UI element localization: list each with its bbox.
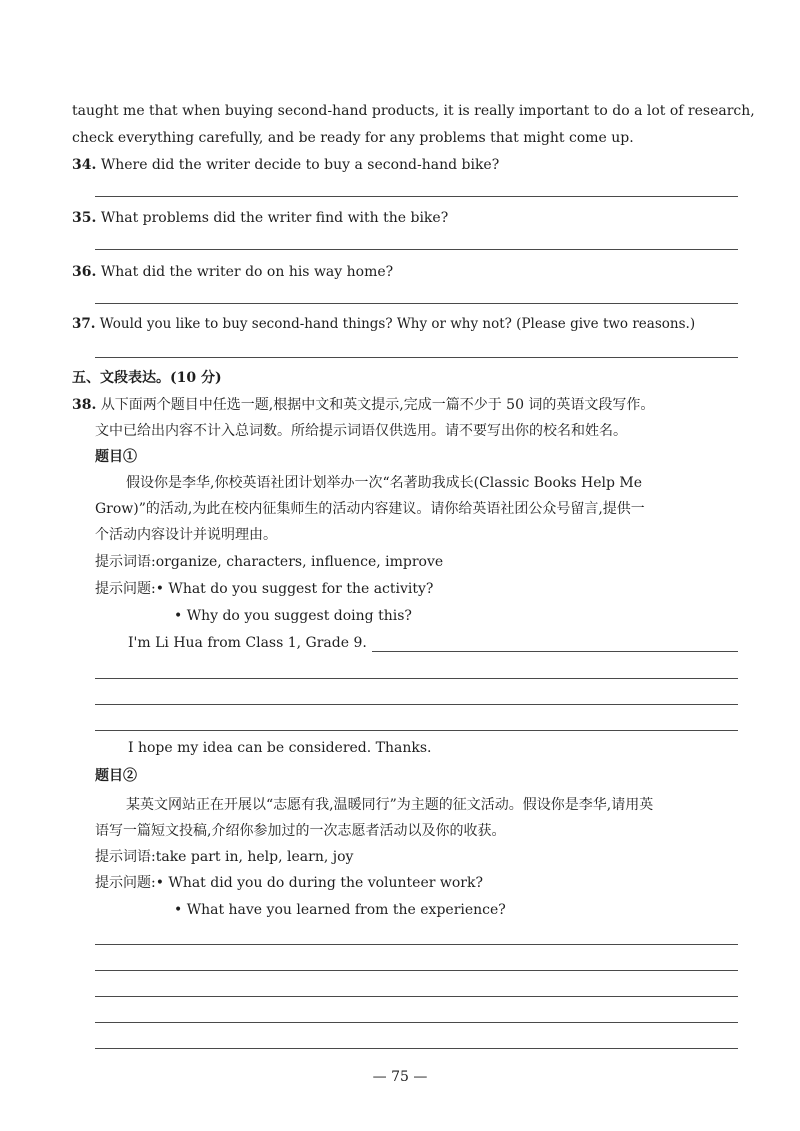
question-34 [72, 158, 499, 172]
topic-2-hint-words [95, 850, 353, 864]
topic-1-desc-line-2: Grow)”的活动,为此在校内征集师生的活动内容建议。请你给英语社团公众号留言,提供一 [95, 501, 645, 517]
hint-questions-label: 提示问题: [95, 875, 156, 891]
question-number: 36. [72, 264, 97, 280]
topic-1-hint-words [95, 555, 443, 569]
question-text: What did the writer do on his way home? [100, 264, 394, 280]
topic-1-closing: I hope my idea can be considered. Thanks. [128, 740, 432, 756]
hint-words-label: 提示词语: [95, 849, 156, 865]
topic-1-hint-question-1 [95, 582, 433, 596]
question-number: 35. [72, 210, 97, 226]
topic-2-hint-question-2: • What have you learned from the experience? [174, 902, 506, 918]
writing-line[interactable] [95, 970, 738, 971]
passage-line-2: check everything carefully, and be ready for any problems that might come up. [72, 130, 634, 146]
page-number: — 75 — [372, 1069, 428, 1085]
writing-line[interactable] [95, 1022, 738, 1023]
question-text: Would you like to buy second-hand things? Why or why not? (Please give two reasons.) [99, 316, 696, 332]
question-35 [72, 211, 448, 225]
section-heading: 五、文段表达。(10 分) [72, 370, 222, 386]
topic-2-desc-line-2: 语写一篇短文投稿,介绍你参加过的一次志愿者活动以及你的收获。 [95, 823, 506, 839]
hint-words-label: 提示词语: [95, 554, 156, 570]
topic-2-desc-line-1: 某英文网站正在开展以“志愿有我,温暖同行”为主题的征文活动。假设你是李华,请用英 [126, 797, 654, 813]
question-number: 34. [72, 157, 97, 173]
writing-line[interactable] [95, 944, 738, 945]
question-38-line-1 [72, 398, 654, 412]
question-36 [72, 265, 393, 279]
question-text: What problems did the writer find with the bike? [100, 210, 449, 226]
hint-words: take part in, help, learn, joy [155, 849, 354, 865]
topic-2-hint-question-1 [95, 876, 483, 890]
topic-1-opening: I'm Li Hua from Class 1, Grade 9. [128, 635, 367, 651]
answer-line-37[interactable] [95, 357, 738, 358]
question-number: 37. [72, 316, 96, 332]
passage-line-1: taught me that when buying second-hand products, it is really important to do a lot of research, [72, 103, 755, 119]
topic-2-title: 题目② [95, 768, 137, 784]
writing-line[interactable] [372, 651, 738, 652]
topic-1-desc-line-1: 假设你是李华,你校英语社团计划举办一次“名著助我成长(Classic Books Help Me [126, 475, 643, 491]
question-37 [72, 318, 695, 332]
hint-question: • What do you suggest for the activity? [155, 581, 434, 597]
topic-1-hint-question-2: • Why do you suggest doing this? [174, 608, 412, 624]
question-38-text: 从下面两个题目中任选一题,根据中文和英文提示,完成一篇不少于 50 词的英语文段写作。 [100, 397, 655, 413]
hint-questions-label: 提示问题: [95, 581, 156, 597]
writing-line[interactable] [95, 1048, 738, 1049]
question-38-line-2: 文中已给出内容不计入总词数。所给提示词语仅供选用。请不要写出你的校名和姓名。 [95, 423, 627, 439]
answer-line-36[interactable] [95, 303, 738, 304]
topic-1-title: 题目① [95, 449, 137, 465]
answer-line-34[interactable] [95, 196, 738, 197]
writing-line[interactable] [95, 996, 738, 997]
hint-question: • What did you do during the volunteer work? [155, 875, 483, 891]
answer-line-35[interactable] [95, 249, 738, 250]
hint-words: organize, characters, influence, improve [155, 554, 444, 570]
question-number: 38. [72, 397, 97, 413]
writing-line[interactable] [95, 704, 738, 705]
question-text: Where did the writer decide to buy a second-hand bike? [100, 157, 500, 173]
writing-line[interactable] [95, 678, 738, 679]
topic-1-desc-line-3: 个活动内容设计并说明理由。 [95, 527, 277, 543]
writing-line[interactable] [95, 730, 738, 731]
